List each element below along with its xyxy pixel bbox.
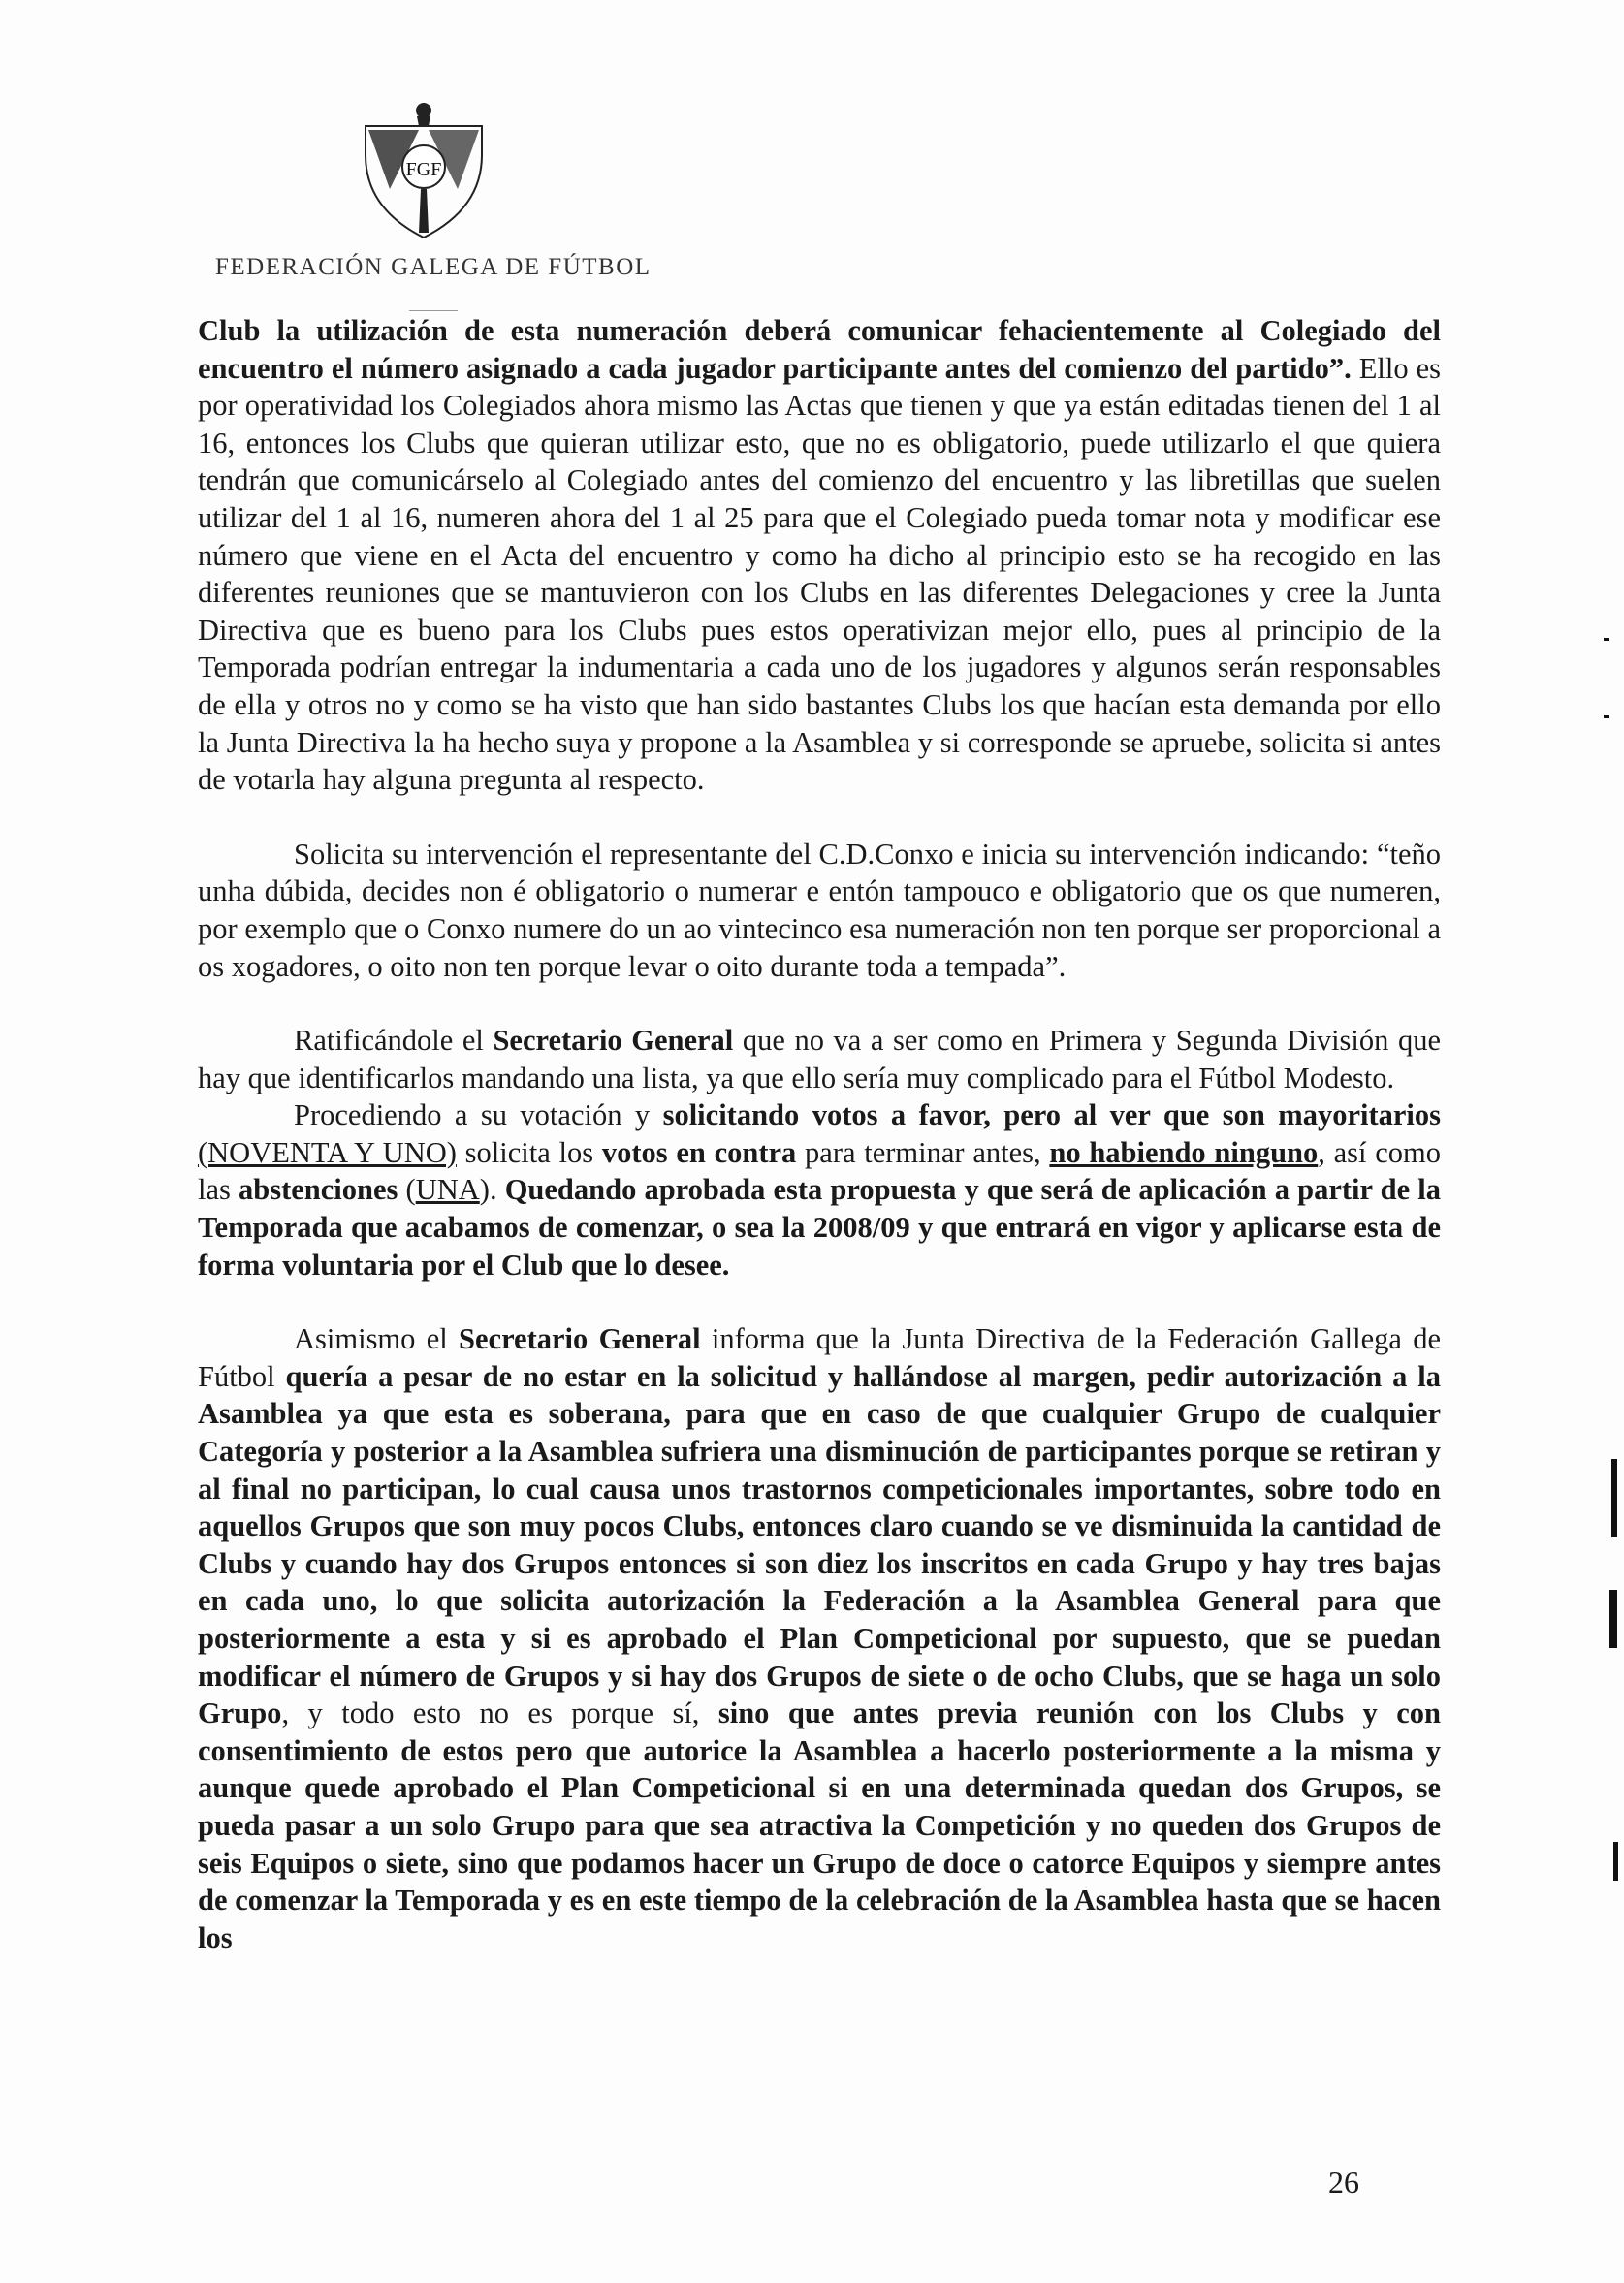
text-run: informa que la Junta Directiva de la Federación Gallega de Fútbol [198, 1322, 1441, 1393]
paragraph-1-quote: Club la utilización de esta numeración deberá comunicar fehacientemente al Colegiado del encuentro el número asignado a cada jugador participante antes del comienzo del partido”. [198, 314, 1441, 385]
text-run: Ratificándole el [294, 1024, 494, 1058]
text-run: , así como las [198, 1135, 1442, 1207]
federation-crest-logo [361, 97, 487, 242]
text-run: , y todo esto no es porque sí, [281, 1696, 718, 1730]
text-run-bold: abstenciones [239, 1173, 398, 1207]
paragraph-numbering-rule [198, 312, 1441, 799]
text-run-bold: Secretario General [493, 1024, 734, 1058]
text-run: Procediendo a su votación y [294, 1098, 663, 1132]
votes-against-count: no habiendo ninguno [1049, 1135, 1319, 1169]
header-rule [409, 310, 458, 311]
minutes-body [198, 312, 1441, 1956]
scan-edge-mark [1604, 715, 1609, 718]
scan-edge-mark [1611, 1459, 1617, 1537]
federation-name: FEDERACIÓN GALEGA DE FÚTBOL [215, 254, 652, 280]
text-run: que no va a ser como en Primera y Segunda División que hay que identificarlos mandando una lista, ya que ello sería muy complicado para el Fútbol Modesto. [198, 1024, 1441, 1094]
votes-for-count: (NOVENTA Y UNO) [198, 1135, 457, 1169]
paragraph-1-explanation: Ello es por operatividad los Colegiados ahora mismo las Actas que tienen y que ya están editadas tienen del 1 al 16, entonces los Clubs que quieran utilizar esto, que no es obligatorio, puede utilizarlo el que quiera tendrán que comunicárselo al Colegiado antes del comienzo del encuentro y las libretillas que suelen utilizar del 1 al 16, numeren ahora del 1 al 25 para que el Colegiado pueda tomar nota y modificar ese número que viene en el Acta del encuentro y como ha dicho al principio esto se ha recogido en las diferentes reuniones que se mantuvieron con los Clubs en las diferentes Delegaciones y cree la Junta Directiva que es bueno para los Clubs pues estos operativizan mejor ello, pues al principio de la Temporada podrían entregar la indumentaria a cada uno de los jugadores y algunos serán responsables de ella y otros no y como se ha visto que han sido bastantes Clubs los que hacían esta demanda por ello la Junta Directiva la ha hecho suya y propone a la Asamblea y si corresponde se apruebe, solicita si antes de votarla hay alguna pregunta al respecto. [198, 351, 1441, 797]
text-run-bold: Secretario General [459, 1322, 701, 1356]
text-run: ). [479, 1173, 505, 1207]
scan-edge-mark [1609, 1590, 1617, 1648]
abstentions-count: UNA [415, 1173, 480, 1207]
vote-resolution: Quedando aprobada esta propuesta y que será de aplicación a partir de la Temporada que acabamos de comenzar, o sea la 2008/09 y que entrará en vigor y aplicarse esta de forma voluntaria por el Club que lo desee. [198, 1173, 1441, 1282]
paragraph-vote [198, 1096, 1441, 1284]
text-run-bold: solicitando votos a favor, pero al ver que son mayoritarios [662, 1098, 1441, 1132]
paragraph-groups-authorization [198, 1320, 1441, 1956]
text-run-bold: quería a pesar de no estar en la solicitud y hallándose al margen, pedir autorización a la Asamblea ya que esta es soberana, para que en caso de que cualquier Grupo de cualquier Categoría y posterior a la Asamblea sufriera una disminución de participantes porque se retiran y al final no participan, lo cual causa unos trastornos competicionales importantes, sobre todo en aquellos Grupos que son muy pocos Clubs, entonces claro cuando se ve disminuida la cantidad de Clubs y cuando hay dos Grupos entonces si son diez los inscritos en cada Grupo y hay tres bajas en cada uno, lo que solicita autorización la Federación a la Asamblea General para que posteriormente a esta y si es aprobado el Plan Competicional por supuesto, que se puedan modificar el número de Grupos y si hay dos Grupos de siete o de ocho Clubs, que se haga un solo Grupo [198, 1359, 1441, 1730]
text-run-bold: sino que antes previa reunión con los Clubs y con consentimiento de estos pero que autorice la Asamblea a hacerlo posteriormente a la misma y aunque quede aprobado el Plan Competicional si en una determinada quedan dos Grupos, se pueda pasar a un solo Grupo para que sea atractiva la Competición y no queden dos Grupos de seis Equipos o siete, sino que podamos hacer un Grupo de doce o catorce Equipos y siempre antes de comenzar la Temporada y es en este tiempo de la celebración de la Asamblea hasta que se hacen los [198, 1696, 1441, 1954]
text-run: Asimismo el [294, 1322, 460, 1356]
scan-edge-mark [1604, 638, 1609, 641]
text-run-bold: votos en contra [601, 1135, 797, 1169]
logo-letters: FGF [405, 159, 442, 180]
page-number: 26 [1328, 2165, 1359, 2200]
text-run: para terminar antes, [796, 1135, 1050, 1169]
scan-edge-mark [1613, 1842, 1618, 1881]
text-run: solicita los [456, 1135, 602, 1169]
paragraph-secretary-reply [198, 1022, 1441, 1096]
text-run: ( [398, 1173, 416, 1207]
paragraph-conxo-question: Solicita su intervención el representante del C.D.Conxo e inicia su intervención indicando: “teño unha dúbida, decides non é obligatorio o numerar e entón tampouco e obligatorio que os que numeren, por exemplo que o Conxo numere do un ao vintecinco esa numeración non ten porque ser proporcional a os xogadores, o oito non ten porque levar o oito durante toda a tempada”. [198, 837, 1441, 983]
